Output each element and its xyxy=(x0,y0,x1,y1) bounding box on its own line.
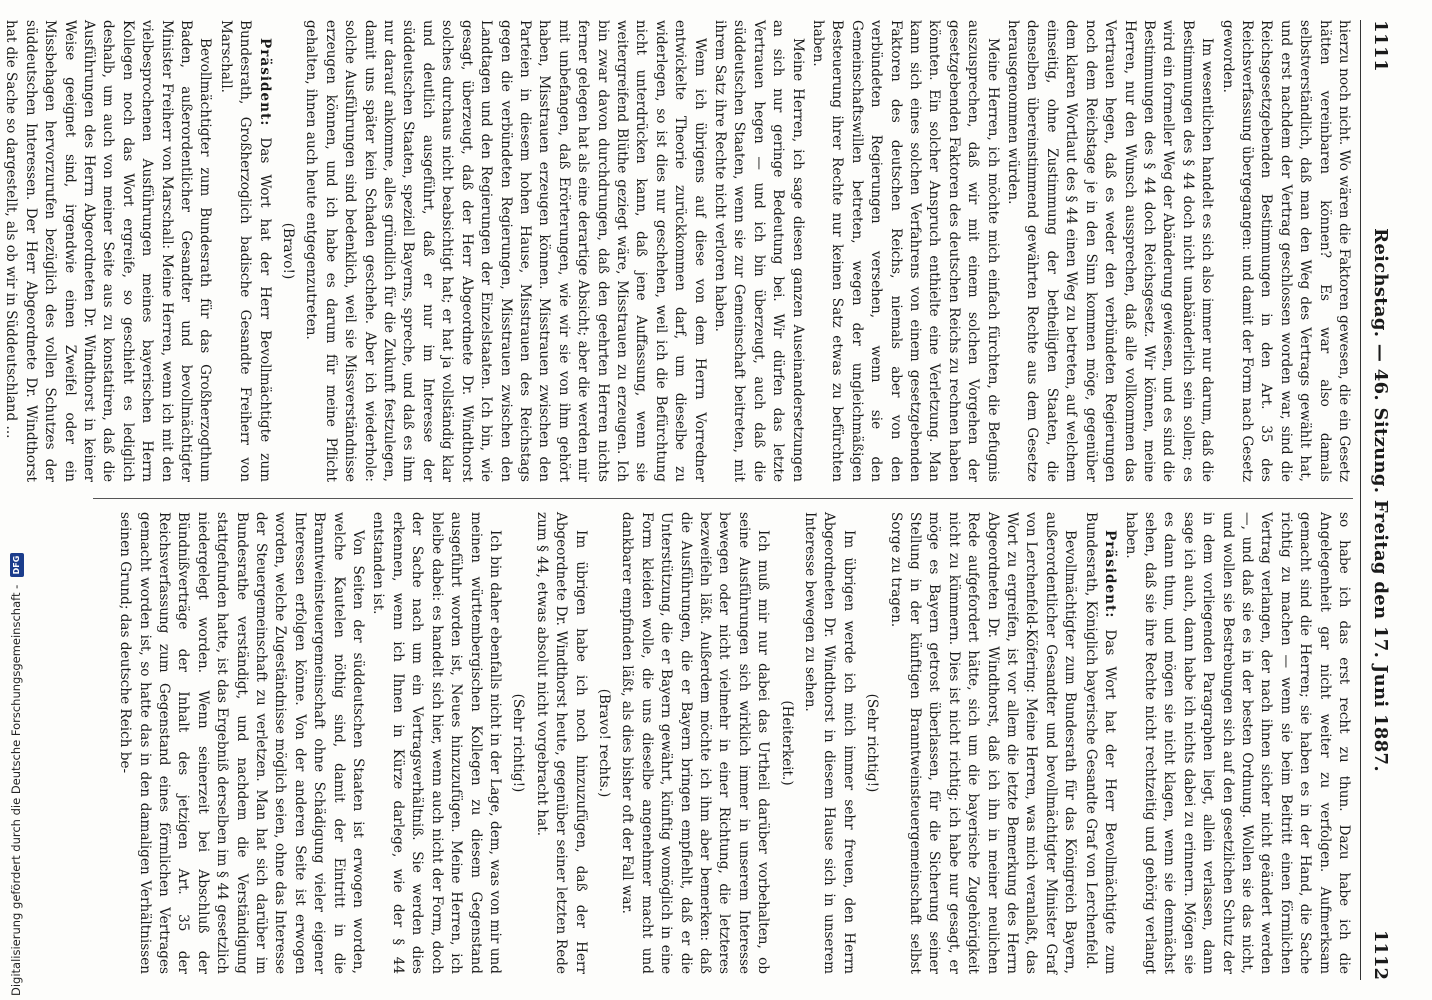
paragraph: Im übrigen werde ich mich immer sehr freuen, den Herrn Abgeordneten Dr. Windthorst in diesem Hause sich in unserem Interesse bewegen zu sehen. xyxy=(802,512,857,974)
speaker-paragraph xyxy=(215,20,273,482)
paragraph: Meine Herren, ich sage diesen ganzen Auseinandersetzungen an sich nur geringe Bedeutung bei. Wir dürfen das letzte Vertrauen hegen — und ich bin überzeugt, auch daß die süddeutschen Staaten, wenn sie zur Gemeinschaft beitreten, mit ihrem Satz ihre Rechte nicht verloren haben. xyxy=(712,20,806,482)
paragraph: Wenn ich übrigens auf diese von dem Herrn Vorredner entwickelte Theorie zurückkommen darf, um dieselbe zu widerlegen, so ist dies nur geschehen, weil ich die Befürchtung nicht unterdrücken kann, daß jene Auffassung, wenn sie weitergreifend Blüthe geziegt wäre, Misstrauen zu erzeugen. Ich bin zwar davon durchdrungen, daß den geehrten Herren nichts ferner gelegen hat als eine derartige Absicht; aber die werden mir mit unbefangen, daß Erörterungen, wie wir sie von ihm gehört haben, Misstrauen erzeugen können. Misstrauen zwischen den Parteien in diesem hohen Hause, Misstrauen des Reichstags gegen die verbündeten Regierungen, Misstrauen zwischen den Landtagen und den Regierungen der Einzelstaaten. Ich bin, wie gesagt, überzeugt, daß der Herr Abgeordnete Dr. Windthorst solches durchaus nicht beabsichtigt hat; er hat ja vollständig klar und deutlich ausgeführt, daß er nur im Interesse der süddeutschen Staaten, speziell Bayerns, spreche, und daß es ihm nur darauf ankomme, alles gründlich für die Zukunft festzulegen, damit uns später kein Schaden geschehe. Aber ich wiederhole: solche Ausführungen sind bedenklich, weil sie Missverständnisse erzeugen können, und ich habe es darum für meine Pflicht gehalten, ihnen auch heute entgegenzutreten. xyxy=(303,20,708,482)
paragraph: so habe ich das erst recht zu thun. Dazu habe ich die Angelegenheit gar nicht weiter zu verfolgen. Aufmerksam gemacht sind die Herren; sie haben es in der Hand, die Sache richtig zu machen — wenn sie beim Beitritt einen förmlichen Vertrag verlangen, der nach ihnen sicher nicht geändert werden —, und daß sie es in der besten Ordnung. Wollen sie das nicht, und wollen sie Bestrebungen sich auf den gesetzlichen Schutz der in dem vorliegenden Paragraphen liegt, allein verlassen, dann sage ich auch, dann habe ich nichts dabei zu erinnern. Mögen sie es dann thun, und mögen sie nicht klagen, wenn sie demnächst sehen, daß sie ihre Rechte nicht rechtzeitig und gehörig verlangt haben. xyxy=(1122,512,1352,974)
page-header xyxy=(1365,20,1395,980)
left-column xyxy=(3,20,1353,482)
page-number-left: 1111 xyxy=(1370,20,1391,73)
page-number-right: 1112 xyxy=(1370,929,1391,980)
paragraph: Ich bin daher ebenfalls nicht in der Lage, dem, was von mir und meinen württembergischen Kollegen zu diesem Gegenstand ausgeführt worden ist, Neues hinzuzufügen. Meine Herren, ich bleibe dabei: es handelt sich hier, wenn auch nicht der Form, doch der Sache nach um ein Vertragsverhältniß. Sie werden dies erkennen, wenn ich Ihnen in Kürze darlege, wie der § 44 entstanden ist. xyxy=(370,512,503,974)
interjection: (Sehr richtig!) xyxy=(510,693,527,793)
paragraph: Bevollmächtigter zum Bundesrath für das Großherzogthum Baden, außerordentlicher Gesandter und bevollmächtigter Minister Freiherr von Marschall: Meine Herren, wenn ich mit den vielbesprochenen Ausführungen meines bayerischen Herrn Kollegen noch das Wort ergreife, so geschieht es lediglich deshalb, um auch von meiner Seite aus zu konstatiren, daß die Ausführungen des Herrn Abgeordneten Dr. Windthorst in keiner Weise geeignet sind, irgendwie einen Zweifel oder ein Missbehagen hervorzurufen bezüglich des vollen Schutzes der süddeutschen Interessen. Der Herr Abgeordnete Dr. Windthorst hat die Sache so dargestellt, als ob wir in Süddeutschland ... xyxy=(3,20,214,482)
paragraph: Im wesentlichen handelt es sich also immer nur darum, daß die Bestimmungen des § 44 doch nicht unabänderlich sein sollen; es wird ein formeller Weg der Abänderung gewiesen, und es sind die Bestimmungen des § 44 doch Reichsgesetz. Wir können, meine Herren, nur den Wunsch aussprechen, daß alle vollkommen das Vertrauen hegen, daß es weder den verbündeten Regierungen noch dem Reichstage je in den Sinn kommen möge, gegenüber dem klaren Wortlaut des § 44 einen Weg zu betreten, auf welchem einseitig, ohne Zustimmung der betheiligten Staaten, die denselben übereinstimmend gewährten Rechte aus dem Gesetze herausgenommen würden. xyxy=(1005,20,1216,482)
paragraph: Im übrigen habe ich noch hinzuzufügen, daß der Herr Abgeordnete Dr. Windthorst heute, gegenüber seiner letzten Rede zum § 44, etwas absolut nicht vorgebracht hat. xyxy=(533,512,589,974)
interjection: (Heiterkeit.) xyxy=(778,700,795,786)
speaker-text: Das Wort hat der Herr Bevollmächtigte zum Bundesrath, Großherzoglich badische Gesandte Freiherr von Marschall. xyxy=(217,20,273,482)
paragraph: Meine Herren, ich möchte mich einfach fürchten, die Befugnis auszusprechen, daß wir mit einem solchen Vorgehen der gesetzgebenden Faktoren des deutschen Reichs zu rechnen haben könnten. Ein solcher Anspruch enthielte eine Verletzung. Man kann sich eines solchen Verfahrens von einem gesetzgebenden Faktoren des deutschen Reichs, niemals aber von den verbündeten Regierungen versehen, wenn sie den Gemeinschaftswillen betreten, wegen der ungleichmäßigen Besteuerung ihrer Rechte nur keinen Satz etwas zu befürchten haben. xyxy=(810,20,1001,482)
speaker-text: Das Wort hat der Herr Bevollmächtigte zum Bundesrath, Königlich bayerische Gesandte Graf von Lerchenfeld. xyxy=(1082,512,1119,974)
running-head: Reichstag. — 46. Sitzung. Freitag den 17. Juni 1887. xyxy=(1370,228,1391,772)
credit-text: Digitalisierung gefördert durch die Deutsche Forschungsgemeinschaft - xyxy=(9,584,23,996)
paragraph: Von Seiten der süddeutschen Staaten ist erwogen worden, welche Kautelen nöthig sind, damit der Eintritt in die Branntweinsteuergemeinschaft ohne Schädigung vieler eigener Interessen erfolgen könne. Von der anderen Seite ist erwogen worden, welche Zugeständnisse möglich seien, ohne das Interesse der Steuergemeinschaft zu verletzen. Man hat sich darüber im Bundesrathe verständigt, und nachdem die Verständigung stattgefunden hatte, ist das Ergebniß derselben im § 44 gesetzlich niedergelegt worden. Wenn seinerzeit bei Abschluß der Bündnißverträge der Inhalt des jetzigen Art. 35 der Reichsverfassung zum Gegenstand eines förmlichen Vertrages gemacht worden ist, so hatte das in den damaligen Verhältnissen seinen Grund; das deutsche Reich be- xyxy=(117,512,367,974)
dfg-logo: DFG xyxy=(10,553,24,577)
paragraph: Bevollmächtigter zum Bundesrath für das Königreich Bayern, außerordentlicher Gesandter und bevollmächtigter Minister Graf von Lerchenfeld-Köfering: Meine Herren, was mich veranlaßt, das Wort zu ergreifen, ist vor allem die letzte Bemerkung des Herrn Abgeordneten Dr. Windthorst, daß ich ihn in meiner neulichen Rede aufgefordert hätte, sich um die bayerische Zugehörigkeit nicht zu kümmern. Dies ist nicht richtig; ich habe nur gesagt, er möge es Bayern getrost überlassen, für die Sicherung seiner Stellung in der künftigen Branntweinsteuergemeinschaft selbst Sorge zu tragen. xyxy=(887,512,1079,974)
speaker-label: Präsident: xyxy=(1102,530,1119,619)
interjection: (Bravo!) xyxy=(280,222,297,280)
interjection: (Sehr richtig!) xyxy=(864,693,881,793)
right-column xyxy=(83,512,1353,974)
speaker-label: Präsident: xyxy=(256,38,273,127)
header-rule xyxy=(1360,20,1361,980)
digitization-credit xyxy=(0,0,30,1000)
column-rule xyxy=(93,498,1353,499)
speaker-paragraph xyxy=(1080,512,1119,974)
paragraph: hierzu noch nicht. Wo wären die Faktoren gewesen, die ein Gesetz hätten vereinbaren können? Es war also damals selbstverständlich, daß man den Weg des Vertrags gewählt hat, und erst nachdem der Vertrag geschlossen worden war, sind die Reichsgesetzgebenden Bestimmungen in den Art. 35 des Reichsverfassung übergegangen: und damit der Form nach Gesetz geworden. xyxy=(1219,20,1352,482)
interjection: (Bravo! rechts.) xyxy=(595,688,612,798)
paragraph: Ich muß mir nur dabei das Urtheil darüber vorbehalten, ob seine Ausführungen sich wirklich immer in unserem Interesse bewegen oder nicht vielmehr in einer Richtung, die letzteres bezweifeln läßt. Außerdem möchte ich ihm aber bemerken: daß die Ausführungen, die er Bayern bringen empfiehlt, daß er die Unterstützung, die er Bayern gewährt, künftig womöglich in eine Form kleiden wolle, die uns dieselbe angenehmer macht und dankbarer empfinden läßt, als dies bisher oft der Fall war. xyxy=(619,512,772,974)
